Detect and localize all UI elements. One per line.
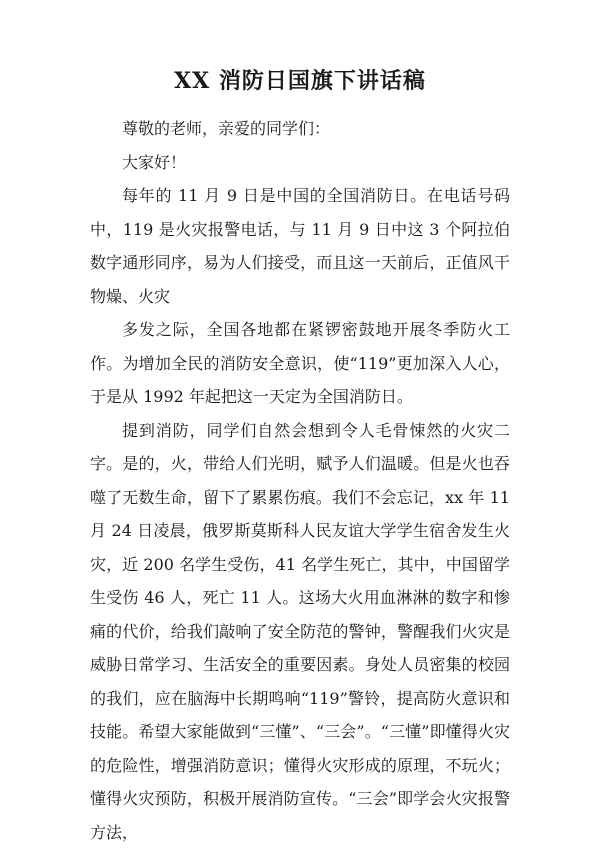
salutation-paragraph: 尊敬的老师，亲爱的同学们： — [122, 119, 331, 138]
document-title: XX 消防日国旗下讲话稿 — [174, 68, 426, 94]
greeting-paragraph: 大家好！ — [122, 152, 187, 172]
body-paragraph: 每年的 11 月 9 日是中国的全国消防日。在电话号码中，119 是火灾报警电话，与 11 月 9 日中这 3 个阿拉伯数字通形同序，易为人们接受，而且这一天前后，正值风干物燥、火灾 — [90, 186, 510, 306]
body-paragraph: 提到消防，同学们自然会想到令人毛骨悚然的火灾二字。是的，火，带给人们光明，赋予人们温暖。但是火也吞噬了无数生命，留下了累累伤痕。我们不会忘记，xx 年 11 月 24 日凌晨，俄罗斯莫斯科人民友谊大学学生宿舍发生火灾，近 200 名学生受伤，41 名学生死亡，其中，中国留学生受伤 46 人，死亡 11 人。这场大火用血淋淋的数字和惨痛的代价，给我们敲响了安全防范的警钟，警醒我们火灾是威胁日常学习、生活安全的重要因素。身处人员密集的校园的我们，应在脑海中长期鸣响“119”警铃，提高防火意识和技能。希望大家能做到“三懂”、“三会”。“三懂”即懂得火灾的危险性，增强消防意识；懂得火灾形成的原理，不玩火；懂得火灾预防，积极开展消防宣传。“三会”即学会火灾报警方法， — [90, 420, 510, 842]
body-paragraph: 多发之际，全国各地都在紧锣密鼓地开展冬季防火工作。为增加全民的消防安全意识，使“119”更加深入人心，于是从 1992 年起把这一天定为全国消防日。 — [90, 320, 510, 406]
